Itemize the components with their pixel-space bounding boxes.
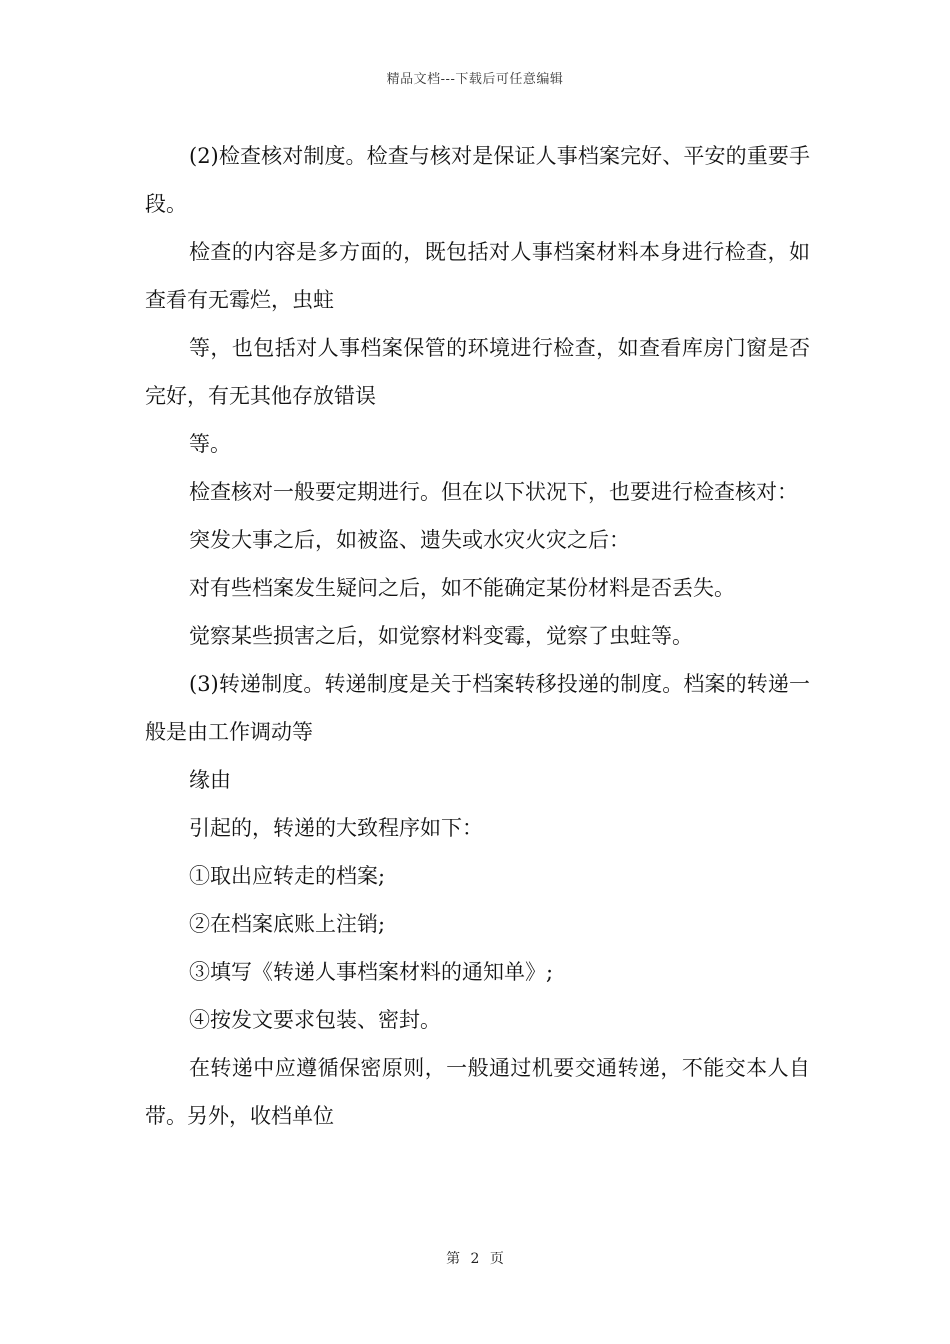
list-item: ②在档案底账上注销; xyxy=(189,912,386,936)
paragraph: 在转递中应遵循保密原则，一般通过机要交通转递，不能交本人自带。另外，收档单位 xyxy=(145,1056,810,1128)
list-item: ③填写《转递人事档案材料的通知单》; xyxy=(189,960,554,984)
page-number-prefix: 第 xyxy=(446,1251,461,1267)
paragraph: 检查核对一般要定期进行。但在以下状况下，也要进行检查核对： xyxy=(189,480,798,504)
paragraph: (3)转递制度。转递制度是关于档案转移投递的制度。档案的转递一般是由工作调动等 xyxy=(145,672,810,744)
page-header: 精品文档---下载后可任意编辑 xyxy=(386,72,564,87)
paragraph: 突发大事之后，如被盗、遗失或水灾火灾之后： xyxy=(189,528,630,552)
paragraph: 引起的，转递的大致程序如下： xyxy=(189,816,483,840)
paragraph: 对有些档案发生疑问之后，如不能确定某份材料是否丢失。 xyxy=(189,576,735,600)
list-item: ④按发文要求包装、密封。 xyxy=(189,1008,441,1032)
paragraph: (2)检查核对制度。检查与核对是保证人事档案完好、平安的重要手段。 xyxy=(145,144,810,216)
page-number-suffix: 页 xyxy=(489,1251,504,1267)
paragraph: 等，也包括对人事档案保管的环境进行检查，如查看库房门窗是否完好，有无其他存放错误 xyxy=(145,336,810,408)
page-number: 2 xyxy=(470,1251,480,1267)
list-item: ①取出应转走的档案; xyxy=(189,864,386,888)
paragraph: 缘由 xyxy=(189,768,231,792)
paragraph: 等。 xyxy=(189,432,231,456)
document-body xyxy=(145,132,810,1140)
paragraph: 检查的内容是多方面的，既包括对人事档案材料本身进行检查，如查看有无霉烂，虫蛀 xyxy=(145,240,810,312)
paragraph: 觉察某些损害之后，如觉察材料变霉，觉察了虫蛀等。 xyxy=(189,624,693,648)
page-footer xyxy=(0,1248,950,1268)
